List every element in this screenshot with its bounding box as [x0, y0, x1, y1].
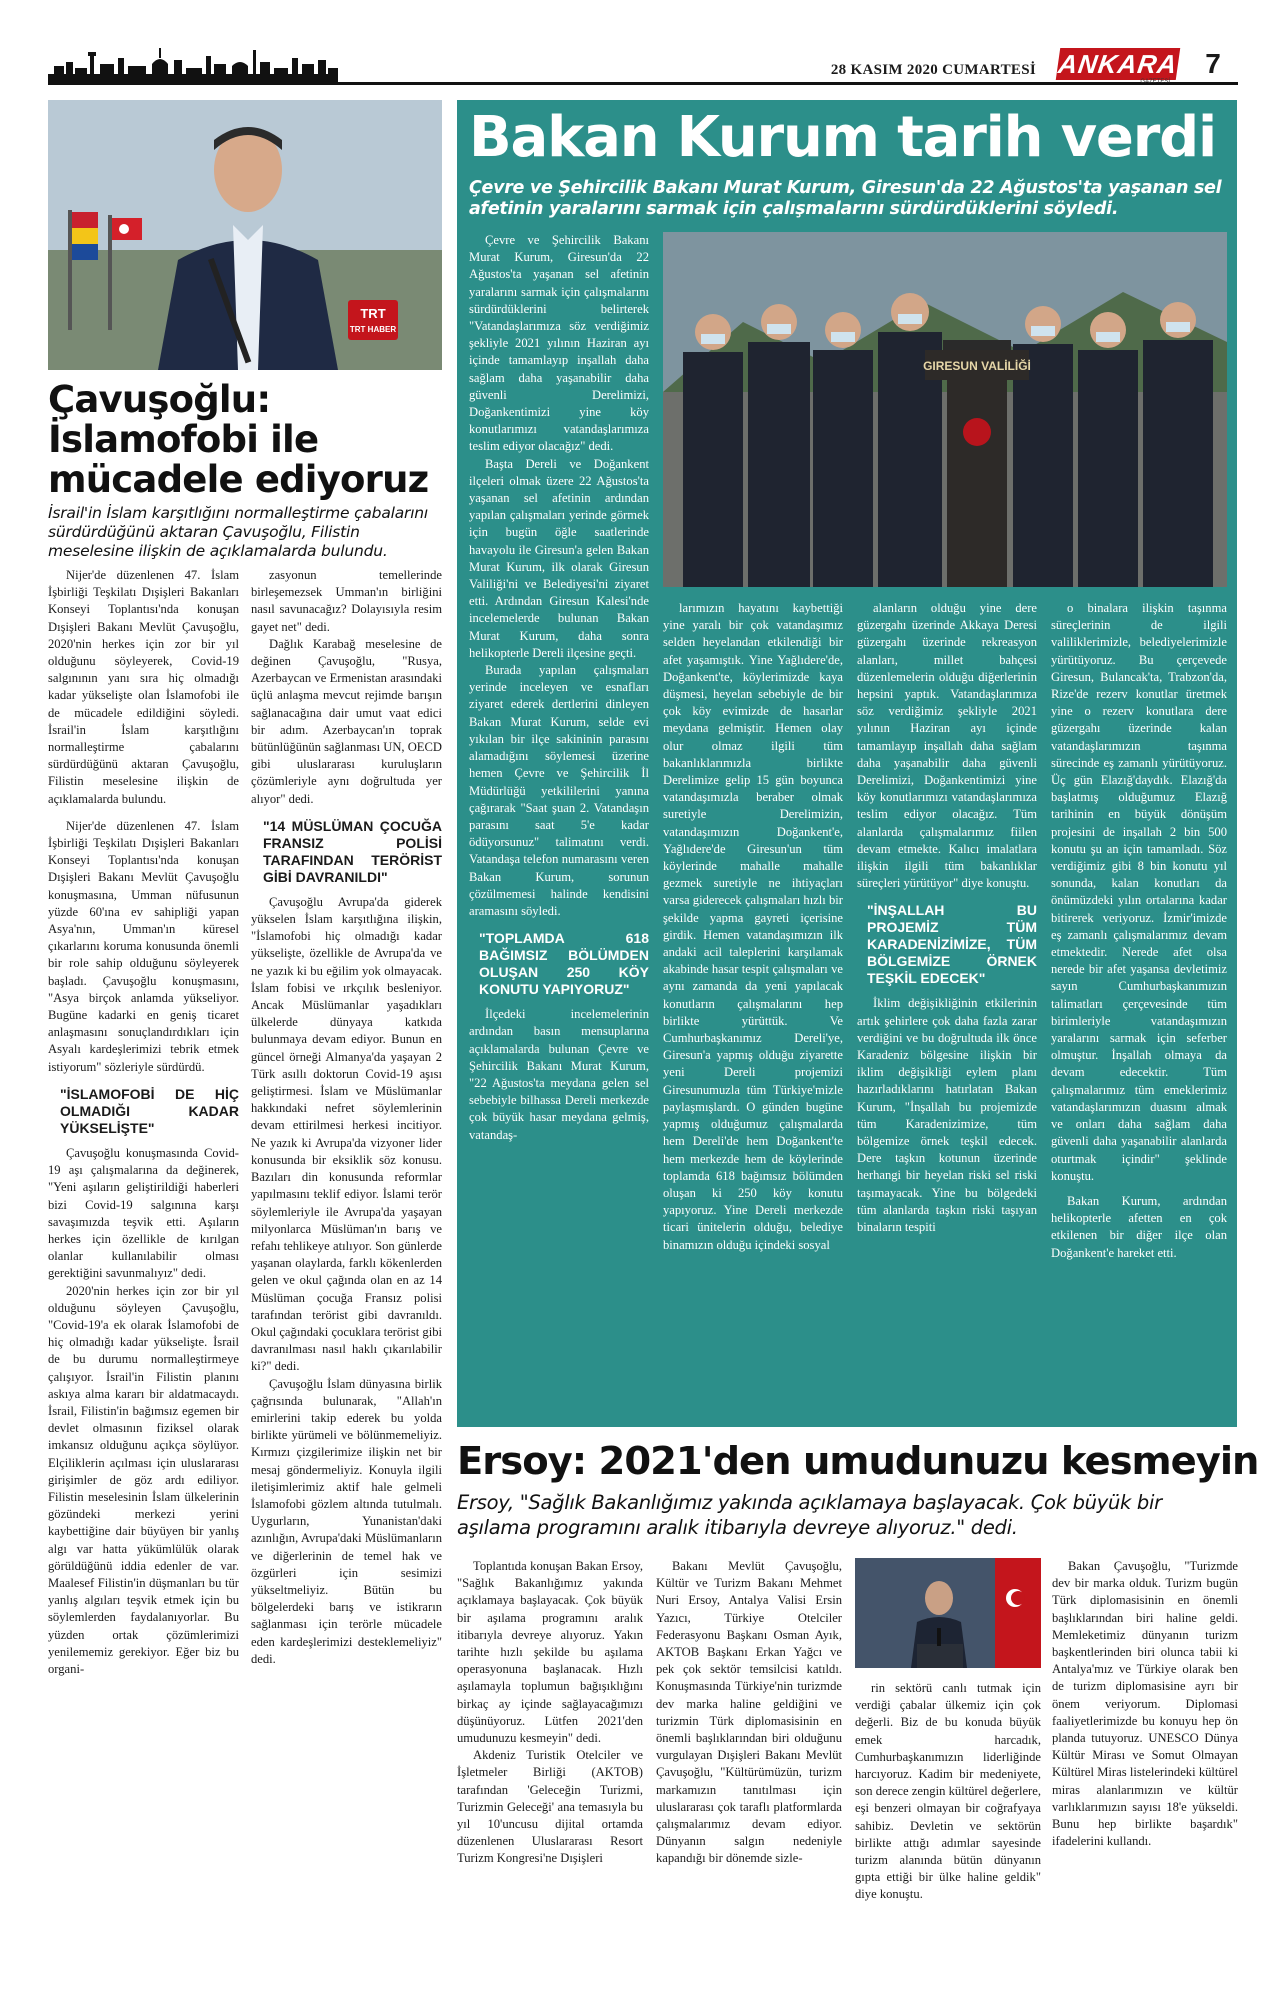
- paragraph: Çavuşoğlu Avrupa'da giderek yükselen İslam karşıtlığına ilişkin, "İslamofobi hiç olmadığı kadar yükselişte, özellikle de Avrupa'da ve ne yazık ki bu eğilim yok olmayacak. İslam fobisi ve ırkçılık besleniyor. Ancak Müslümanlar yaşadıkları ülkelerde dünyaya katkıda bulunmaya devam ediyor. Bunun en güncel örneği Almanya'da yaşayan 2 Türk asıllı doktorun Covid-19 aşısı geliştirmesi. İslam ve Müslümanlar hakkındaki nefret söylemlerinin devam ettirilmesi herkesi incitiyor. Ne yazık ki Avrupa'da vizyoner lider konusunda bir eksiklik söz konusu. Bazıları din konusunda reformlar yapılmasını teklif ediyor. İslami terör söylemleriyle ile Avrupa'da yaşayan milyonlarca Müslüman'ın barış ve refahı tehlikeye atılıyor. Son günlerde yaşanan olaylarda, farklı kökenlerden gelen ve okul çağında olan en az 14 Müslüman çocuğa Fransız polisi tarafından terörist gibi davranıldı. Okul çağındaki çocuklara terörist gibi davranılması nasıl haklı çıkarılabilir ki?" dedi.: [251, 894, 442, 1374]
- teal-column-3: [857, 600, 1037, 1236]
- paragraph: Çavuşoğlu İslam dünyasına birlik çağrısında bulunarak, "Allah'ın emirlerini takip ederek bu yolda birlikte yürümeli ve bölünmemeliyiz. Kırmızı çizgilerimize ilişkin net bir mesaj göndermeliyiz. Konuyla ilgili iletişimlerimiz aktif hale gelmeli İslamofobi gözlem altında tutulmalı. Uygurların, Yunanistan'daki azınlığın, Avrupa'daki Müslümanların ve diğerlerinin de temel hak ve özgürleri için sesimizi yükseltmeliyiz. Bütün bu bölgelerdeki barış ve istikrarın sağlanması için terörle mücadele eden kardeşlerimizi desteklemeliyiz" dedi.: [251, 1376, 442, 1666]
- bottom-column-1: [457, 1558, 643, 1868]
- paragraph: Bakan Çavuşoğlu, "Turizmde dev bir marka olduk. Turizm bugün Türk diplomasisinin en önemli başlıklarından biri haline geldi. Memleketimiz dünyanın turizm başkentlerinden biri olunca tabii ki Antalya'mız ve Türkiye olarak ben de turizm diplomasisine ayrı bir önem veriyorum. Diplomasi faaliyetlerimizde bu konuyu hep ön planda tutuyoruz. UNESCO Dünya Kültür Mirası ve Somut Olmayan Kültürel Miras listelerindeki kültürel miras alanlarımızın ve kültür varlıklarımızın sayısı 18'e yükseldi. Bunu hep birlikte başardık" ifadelerini kullandı.: [1052, 1559, 1238, 1849]
- paragraph: İlçedeki incelemelerinin ardından basın mensuplarına açıklamalarda bulunan Çevre ve Şehircilik Bakanı Murat Kurum, "22 Ağustos'ta meydana gelen sel sebebiyle bilhassa Dereli merkezde çok büyük hasar meydana gelmiş, vatandaş-: [469, 1007, 649, 1142]
- ankara-skyline-icon: [48, 44, 338, 84]
- bottom-story-subtitle: Ersoy, "Sağlık Bakanlığımız yakında açıklamaya başlayacak. Çok büyük bir aşılama programını aralık itibarıyla devreye alıyoruz." dedi.: [457, 1491, 1162, 1539]
- masthead: [48, 44, 1238, 86]
- teal-story-subtitle: Çevre ve Şehircilik Bakanı Murat Kurum, Giresun'da 22 Ağustos'ta yaşanan sel afetinin yaralarını sarmak için çalışmalarını sürdürdüklerini söyledi.: [469, 178, 1222, 219]
- bottom-column-3: [855, 1680, 1041, 1904]
- left-subhead-1: "İSLAMOFOBİ DE HİÇ OLMADIĞI KADAR YÜKSELİŞTE": [60, 1085, 239, 1136]
- issue-date: 28 KASIM 2020 CUMARTESİ: [830, 62, 1036, 78]
- trt-badge-text: TRT HABER: [349, 325, 397, 334]
- teal-story-title: Bakan Kurum tarih verdi: [469, 105, 1216, 170]
- paragraph: 2020'nin herkes için zor bir yıl olduğunu söyleyen Çavuşoğlu, "Covid-19'a ek olarak İslamofobi de hiç olmadığı kadar yükselişte. İsrail de bu durumu normalleştirmeye çalışıyor. İsrail'in Filistin planını askıya alma kararı bir aldatmacaydı. İsrail, Filistin'in bağımsız egemen bir devlet olmasının fiziksel olarak imkansız olduğunu açıkça söylüyor. Elçiliklerin açılması için uluslararası girişimler de göz ardı ediliyor. Filistin meselesinin İslam ülkelerinin gözündeki merkezi yerini kaybettiğine dair büyüyen bir yanlış algı var hatta yükümlülük olarak görüldüğünü iddia edenler de var. Maalesef Filistin'in düşmanları bu tür yanlış algıları teşvik etmek için bu söylemlerden faydalanıyorlar. Bu yüzden ortak çözümlerimizi yenilememiz gerekiyor. Eğer biz bu organi-: [48, 1283, 239, 1676]
- minister-illustration: [48, 100, 442, 370]
- press-conference-illustration: [663, 232, 1227, 587]
- paragraph: Dağlık Karabağ meselesine de değinen Çavuşoğlu, "Rusya, Azerbaycan ve Ermenistan arasındaki üçlü anlaşma mevcut rejimde barışın sağlanacağına dair umut vaat edici bir adım. Azerbaycan'ın toprak bütünlüğünün sağlanması UN, OECD gibi uluslararası kuruluşların çözümleriyle aynı doğrultuda yer alıyor" dedi.: [251, 636, 442, 806]
- paragraph: Nijer'de düzenlenen 47. İslam İşbirliği Teşkilatı Dışişleri Bakanları Konseyi Toplantısı'nda konuşan Dışişleri Bakanı Mevlüt Çavuşoğlu, 2020'nin herkes için zor bir yıl olduğunu söyleyerek, Covid-19 salgınının yanı sıra hiç olmadığı kadar yükselişte olan İslamofobi ile de mücadele edildiğini söyledi. İsrail'in İslam karşıtlığını normalleştirme çabalarını sürdürdüğünü aktaran Çavuşoğlu, Filistin meselesine ilişkin de açıklamalarda bulundu.: [48, 568, 239, 806]
- left-story-column-1: [48, 567, 239, 1678]
- left-story: [48, 100, 442, 1678]
- paragraph: o binalara ilişkin taşınma süreçlerinin de ilgili valiliklerimizle, belediyelerimizle yürütüyoruz. Bu çerçevede Giresun, Bulancak'ta, Trabzon'da, Rize'de rezerv konutlar üretmek yine o rezerv konutlara dere güzergahı üzerinde kalan vatandaşlarımızın taşınma sürecinde eş zamanlı yürütüyoruz. Üç gün Elazığ'daydık. Elazığ'da başlatmış olduğumuz Elazığ tarihinin en büyük dönüşüm projesini de inşallah 2 bin 500 konutu şu an için tamamladı. Söz verdiğimiz gibi 8 bin konutu yıl sonunda, kalan konutları da önümüzdeki yılın ortalarına kadar bitirerek veriyoruz. İzmir'imizde eş zamanlı çalışmalarımız devam etmektedir. Nerede afet olsa nerede bir afet yaşansa devletimiz sayın Cumhurbaşkanımızın talimatları çerçevesinde tüm birimleriyle vatandaşımızın yaralarını sarmak için seferber olmuştur. İnşallah olmaya da devam edecektir. Tüm çalışmalarımız tüm emeklerimiz vatandaşlarımızın duasını almak ve onları daha sağlam daha güvenli daha yaşanabilir alanlarda oturtmak içindir" şeklinde konuştu.: [1051, 601, 1227, 1183]
- header-rule: [48, 82, 1238, 85]
- teal-column-2: [663, 600, 843, 1254]
- ersoy-illustration: [855, 1558, 1041, 1668]
- bottom-story-title: Ersoy: 2021'den umudunuzu kesmeyin: [457, 1439, 1259, 1484]
- minister-photo: [48, 100, 442, 370]
- teal-column-4: [1051, 600, 1227, 1262]
- left-story-body: [48, 567, 442, 1678]
- paragraph: Burada yapılan çalışmaları yerinde inceleyen ve esnafları ziyaret ederek dertlerini dinleyen Bakan Murat Kurum, selde evi yıkılan bir ilçe sakininin parasını alamadığını söylemesi üzerine hemen Çevre ve Şehircilik İl Müdürlüğü yetkililerini yanına çağırarak "Saat şuan 2. Vatandaşın parasını saat 5'e kadar ödüyorsunuz" talimatını verdi. Vatandaşa telefon numarasını veren Bakan Kurum, sorunun çözülmemesi halinde kendisini aramasını söyledi.: [469, 663, 649, 918]
- paragraph: Çevre ve Şehircilik Bakanı Murat Kurum, Giresun'da 22 Ağustos'ta yaşanan sel afetinin yaralarını sarmak için çalışmalarını sürdürdüklerini belirterek "Vatandaşlarımıza söz verdiğimiz şekliyle 2021 yılının Haziran ayı içinde tamamlayıp inşallah daha sağlam daha yaşanabilir daha güvenli Derelimizi, Doğankentimizi yine köy konutlarımızı vatandaşlarımıza teslim ediyor olacağız" dedi.: [469, 233, 649, 454]
- paragraph: İklim değişikliğinin etkilerinin artık şehirlere çok daha fazla zarar verdiğini ve bu doğrultuda ilk önce Karadeniz bölgesine ilişkin bir iklim değişikliği eylem planı hazırladıklarını hatırlatan Bakan Kurum, "İnşallah bu projemizde tüm Karadenizimize, tüm bölgemize örnek teşkil edecek. Dere taşkın kotunun üzerinde herhangi bir heyelan riski sel riski taşımayacak. Yine bu bölgedeki tüm alanlarda taşkın riski taşıyan binaların tespiti: [857, 996, 1037, 1235]
- left-story-title: Çavuşoğlu: İslamofobi ile mücadele ediyoruz: [48, 378, 429, 501]
- paragraph: Bakan Kurum, ardından helikopterle afetten en çok etkilenen bir diğer ilçe olan Doğankent'e hareket etti.: [1051, 1193, 1227, 1260]
- left-story-subtitle: İsrail'in İslam karşıtlığını normalleştirme çabalarını sürdürdüğünü aktaran Çavuşoğlu, Filistin meselesine ilişkin de açıklamalarda bulundu.: [48, 504, 429, 560]
- paragraph: Akdeniz Turistik Otelciler ve İşletmeler Birliği (AKTOB) tarafından 'Geleceğin Turizmi, Turizmin Geleceği' ana temasıyla bu yıl 10'uncusu dijital ortamda düzenlenen Uluslararası Resort Turizm Kongresi'ne Dışişleri: [457, 1748, 643, 1866]
- newspaper-logo: ANKARA: [1056, 49, 1180, 79]
- paragraph: Çavuşoğlu konuşmasında Covid-19 aşı çalışmalarına da değinerek, "Yeni aşıların geliştirildiği haberleri bizi Covid-19 salgınına karşı savaşımızda teşvik etti. Aşıların herkes için özellikle de kırılgan olanlar kullanılabilir olması gerektiğini savunmalıyız" dedi.: [48, 1145, 239, 1281]
- newspaper-logo-sub: GAZETESİ: [1140, 79, 1170, 85]
- paragraph: Bakanı Mevlüt Çavuşoğlu, Kültür ve Turizm Bakanı Mehmet Nuri Ersoy, Antalya Valisi Ersin Yazıcı, Türkiye Otelciler Federasyonu Başkanı Osman Ayık, AKTOB Başkanı Erkan Yağcı ve pek çok sektör temsilcisi katıldı. Konuşmasında Türkiye'nin turizmde dev marka haline geldiğini ve turizmin Türk diplomasisinin en önemli başlıklarından biri olduğunu vurgulayan Dışişleri Bakanı Mevlüt Çavuşoğlu, "Kültürümüzün, turizm markamızın tanıtılması için uluslararası çok taraflı platformlarda çalışmalarımız devam ediyor. Dünyanın salgın nedeniyle kapandığı bir dönemde sizle-: [656, 1559, 842, 1866]
- teal-column-1: [469, 232, 649, 1144]
- bottom-column-4: [1052, 1558, 1238, 1850]
- teal-subhead-1: "TOPLAMDA 618 BAĞIMSIZ BÖLÜMDEN OLUŞAN 250 KÖY KONUTU YAPIYORUZ": [479, 930, 649, 998]
- bottom-column-2: [656, 1558, 842, 1868]
- page-number: 7: [1205, 48, 1221, 79]
- paragraph: Başta Dereli ve Doğankent ilçeleri olmak üzere 22 Ağustos'ta yaşanan sel afetinin ardından yapılan çalışmaları yerinde görmek için bugün öğle saatlerinde havayolu ile Giresun'a gelen Bakan Murat Kurum, ilk olarak Giresun Valiliği'ni ve Belediyesi'ni ziyaret etti. Ardından Giresun Kalesi'nde incelemelerde bulunan Bakan Murat Kurum, daha sonra helikopterle Dereli ilçesine geçti.: [469, 456, 649, 660]
- paragraph: alanların olduğu yine dere güzergahı üzerinde Akkaya Deresi güzergahı üzerinde rekreasyon alanları, millet bahçesi düzenlemelerin olduğu diğerlerinin hepsini yaptık. Vatandaşlarımıza söz verdiğimiz şekliyle 2021 yılının Haziran ayı içinde tamamlayıp inşallah daha sağlam daha yaşanabilir daha güvenli Derelimizi, Doğankentimizi yine köy konutlarımızı vatandaşlarımıza teslim ediyor olacağız. Tüm alanlarda çalışmalarımız fiilen devam etmekte. Kalıcı imalatlara ilişkin ilgili tüm bakanlıklar süreçleri yürütüyor" diye konuştu.: [857, 601, 1037, 891]
- press-conference-photo: [663, 232, 1227, 587]
- teal-story: [457, 100, 1237, 1427]
- paragraph: larımızın hayatını kaybettiği yine yaralı bir çok vatandaşımız selden heyelandan etkilendiği bir afet yaşamıştık. Yine Yağlıdere'de, Doğankent'te, köylerimizde kaya düşmesi, heyelan sebebiyle de bir çok köy evimizde de hasarlar meydana gelmiştir. Hemen olay olur olmaz ilgili tüm bakanlıklarımızla birlikte Derelimize gelip 15 gün boyunca vatandaşımızla beraber olmak suretiyle Derelimizin, vatandaşımızın Doğankent'e, Yağlıdere'de Giresun'un tüm köylerinde mahalle mahalle gezmek suretiyle ne ihtiyaçları varsa giderecek çalışmaları hızlı bir şekilde yapma gayreti içerisine girdik. Hemen vatandaşımızın ilk andaki acil taleplerini karşılamak akabinde hasar tespit çalışmaları ve aynı zamanda da yeni yapılacak konutların çalışmalarını hep birlikte yürüttük. Ve Cumhurbaşkanımız Dereli'ye, Giresun'a yapmış olduğu ziyarette yeni Dereli projemizi Giresunumuzla tüm Türkiye'mizle paylaşmışlardı. O günden bugüne yapmış olduğumuz çalışmalarda hem Dereli'de hem Doğankent'te hem merkezde hem de köylerinde toplamda 618 bağımsız bölümden oluşan ki 250 köy konutu yapıyoruz. Yine Dereli merkezde ticari ünitelerin olduğu, belediye binamızın olduğu içindeki sosyal: [663, 601, 843, 1252]
- paragraph: Toplantıda konuşan Bakan Ersoy, "Sağlık Bakanlığımız yakında açıklamaya başlayacak. Çok büyük bir aşılama programını aralık itibarıyla devreye alıyoruz. Yakın tarihte hızlı şekilde bu aşılama operasyonuna başlanacak. Hızlı aşılamayla toplumun bağışıklığını birkaç ay içinde sağlayacağımızı düşünüyoruz. Lütfen 2021'den umudunuzu kesmeyin" dedi.: [457, 1559, 643, 1746]
- ersoy-photo: [855, 1558, 1041, 1668]
- podium-sign-text: GIRESUN VALİLİĞİ: [923, 359, 1031, 373]
- teal-subhead-2: "İNŞALLAH BU PROJEMİZ TÜM KARADENİZİMİZE, TÜM BÖLGEMİZE ÖRNEK TEŞKİL EDECEK": [867, 902, 1037, 987]
- left-story-column-2: [251, 567, 442, 1678]
- left-subhead-2: "14 MÜSLÜMAN ÇOCUĞA FRANSIZ POLİSİ TARAFINDAN TERÖRİST GİBİ DAVRANILDI": [263, 817, 442, 885]
- paragraph: zasyonun temellerinde birleşemezsek Umman'ın birliğini nasıl savunacağız? Dolayısıyla resim gayet net" dedi.: [251, 568, 442, 634]
- svg-text:TRT: TRT: [360, 306, 386, 321]
- paragraph: rin sektörü canlı tutmak için verdiği çabalar ülkemiz için çok değerli. Biz de bu konuda büyük emek harcadık, Cumhurbaşkanımızın liderliğinde harcıyoruz. Kadim bir medeniyete, son derece zengin kültürel değerlere, eşi benzeri olmayan bir coğrafyaya sahibiz. Devletin ve sektörün birlikte attığı adımlar sayesinde turizm alanında bütün dünyanın gıpta ettiği bir ülke haline geldik" diye konuştu.: [855, 1681, 1041, 1902]
- paragraph: Nijer'de düzenlenen 47. İslam İşbirliği Teşkilatı Dışişleri Bakanları Konseyi Toplantısı'nda konuşan Dışişleri Bakanı Mevlüt Çavuşoğlu konuşmasına, Umman nüfusunun yüzde 60'ına ev sahipliği yapan Asya'nın, Umman'ın küresel çıkarlarını koruma konusunda önemli bir role sahip olduğunu söyleyerek başladı. Çavuşoğlu konuşmasını, "Asya birçok anlamda yükseliyor. Bugüne kadarki en geniş ticaret anlaşmasını sonuçlandırdıkları için Asyalı kardeşlerimizi tebrik etmek istiyorum" sözleriyle sürdürdü.: [48, 818, 239, 1074]
